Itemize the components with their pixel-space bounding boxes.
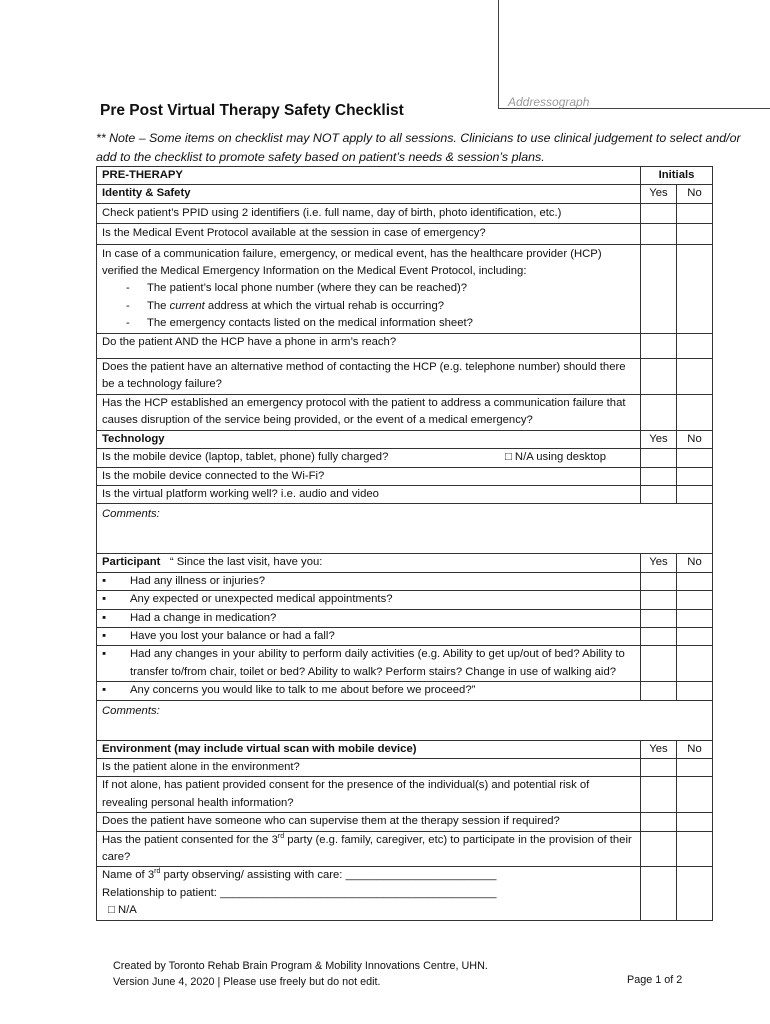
- safety-checklist-table: [96, 166, 713, 921]
- participant-q1-no-cell[interactable]: [677, 572, 713, 590]
- identity-q6-no-cell[interactable]: [677, 394, 713, 430]
- participant-q6-cell: [97, 682, 641, 700]
- table-row: [97, 224, 713, 244]
- table-row: [97, 394, 713, 430]
- participant-q5-no-cell[interactable]: [677, 646, 713, 682]
- participant-q2-yes-cell[interactable]: [641, 591, 677, 609]
- environment-q1: Is the patient alone in the environment?: [97, 758, 641, 776]
- participant-q4-no-cell[interactable]: [677, 627, 713, 645]
- checklist-note: ** Note – Some items on checklist may NOT apply to all sessions. Clinicians to use clinical judgement to select and/or add to the checklist to promote safety based on patient’s needs & session’s plans.: [96, 131, 741, 164]
- list-item-text: address at which the virtual rehab is occurring?: [204, 299, 445, 312]
- yes-header: Yes: [641, 430, 677, 448]
- initials-header: Initials: [641, 167, 713, 185]
- footer-line-2: Version June 4, 2020 | Please use freely but do not edit.: [113, 976, 381, 988]
- participant-comments[interactable]: Comments:: [97, 700, 713, 740]
- technology-q1-na-option[interactable]: □ N/A using desktop: [504, 451, 606, 464]
- participant-q3-cell: [97, 609, 641, 627]
- technology-q2-no-cell[interactable]: [677, 467, 713, 485]
- identity-q3-list: [102, 280, 636, 332]
- participant-q3-yes-cell[interactable]: [641, 609, 677, 627]
- list-item: ▪ Any expected or unexpected medical appointments?: [102, 591, 636, 608]
- footer-line-1: Created by Toronto Rehab Brain Program & Mobility Innovations Centre, UHN.: [113, 960, 488, 972]
- table-row: [97, 609, 713, 627]
- list-item: - The patient’s local phone number (where they can be reached)?: [102, 280, 636, 297]
- third-party-name-field[interactable]: [102, 867, 636, 884]
- technology-q1-cell: [97, 449, 641, 467]
- environment-q2: If not alone, has patient provided consent for the presence of the individual(s) and potential risk of revealing personal health information?: [97, 777, 641, 813]
- table-row: [97, 867, 713, 920]
- participant-q4-yes-cell[interactable]: [641, 627, 677, 645]
- participant-q1-cell: [97, 572, 641, 590]
- identity-q3-yes-cell[interactable]: [641, 244, 677, 333]
- no-header: No: [677, 554, 713, 572]
- technology-header: Technology: [97, 430, 641, 448]
- environment-q4-no-cell[interactable]: [677, 831, 713, 867]
- list-item-text: The: [147, 299, 170, 312]
- environment-q5-yes-cell[interactable]: [641, 867, 677, 920]
- technology-q3-no-cell[interactable]: [677, 485, 713, 503]
- table-row: [97, 333, 713, 358]
- identity-q1: Check patient’s PPID using 2 identifiers (i.e. full name, day of birth, photo identification, etc.): [97, 203, 641, 223]
- list-item: ▪ Any concerns you would like to talk to me about before we proceed?”: [102, 682, 636, 699]
- participant-q4-cell: [97, 627, 641, 645]
- identity-q3-no-cell[interactable]: [677, 244, 713, 333]
- participant-q2-no-cell[interactable]: [677, 591, 713, 609]
- pre-therapy-label: PRE-THERAPY: [97, 167, 641, 185]
- table-row: [97, 467, 713, 485]
- table-row: [97, 203, 713, 223]
- table-row: [97, 777, 713, 813]
- third-party-name-label: Name of 3: [102, 869, 155, 882]
- environment-q5-no-cell[interactable]: [677, 867, 713, 920]
- environment-header-row: [97, 740, 713, 758]
- environment-q4: [97, 831, 641, 867]
- technology-q2: Is the mobile device connected to the Wi-Fi?: [97, 467, 641, 485]
- identity-q4: Do the patient AND the HCP have a phone in arm’s reach?: [97, 333, 641, 358]
- environment-q4-yes-cell[interactable]: [641, 831, 677, 867]
- no-header: No: [677, 185, 713, 203]
- environment-header: Environment (may include virtual scan with mobile device): [97, 740, 641, 758]
- list-item: ▪ Had any illness or injuries?: [102, 573, 636, 590]
- technology-q1-yes-cell[interactable]: [641, 449, 677, 467]
- page-title: Pre Post Virtual Therapy Safety Checklist: [100, 102, 404, 119]
- list-item: ▪ Had any changes in your ability to perform daily activities (e.g. Ability to get up/out of bed? Ability to transfer to/from chair, toilet or bed? Ability to walk? Perform stairs? Change in use of walking aid?: [102, 646, 636, 681]
- table-row: [97, 682, 713, 700]
- identity-q4-no-cell[interactable]: [677, 333, 713, 358]
- identity-q3-cell: [97, 244, 641, 333]
- participant-q5-cell: [97, 646, 641, 682]
- table-row: [97, 758, 713, 776]
- identity-q2: Is the Medical Event Protocol available at the session in case of emergency?: [97, 224, 641, 244]
- identity-q5-no-cell[interactable]: [677, 359, 713, 395]
- identity-q3-intro: In case of a communication failure, emergency, or medical event, has the healthcare provider (HCP) verified the Medical Emergency Information on the Medical Event Protocol, including:: [102, 247, 602, 278]
- table-row: [97, 831, 713, 867]
- no-header: No: [677, 430, 713, 448]
- environment-q3: Does the patient have someone who can supervise them at the therapy session if required?: [97, 813, 641, 831]
- list-item: ▪ Have you lost your balance or had a fall?: [102, 628, 636, 645]
- environment-q4-text-end: party (e.g. family, caregiver, etc) to participate in the provision of their care?: [102, 833, 632, 863]
- table-row: [97, 449, 713, 467]
- third-party-name-line: party observing/ assisting with care: ________________________: [160, 869, 497, 882]
- third-party-sup: rd: [154, 868, 161, 876]
- pre-therapy-row: [97, 167, 713, 185]
- identity-q5: Does the patient have an alternative method of contacting the HCP (e.g. telephone number) should there be a technology failure?: [97, 359, 641, 395]
- identity-header-row: [97, 185, 713, 203]
- environment-q4-text: Has the patient consented for the 3: [102, 833, 278, 846]
- technology-q1: Is the mobile device (laptop, tablet, phone) fully charged?: [102, 451, 389, 464]
- identity-q5-yes-cell[interactable]: [641, 359, 677, 395]
- identity-q1-no-cell[interactable]: [677, 203, 713, 223]
- environment-q4-sup: rd: [277, 832, 285, 840]
- environment-q3-no-cell[interactable]: [677, 813, 713, 831]
- addressograph-box: [498, 0, 770, 109]
- yes-header: Yes: [641, 185, 677, 203]
- environment-q2-yes-cell[interactable]: [641, 777, 677, 813]
- environment-q1-no-cell[interactable]: [677, 758, 713, 776]
- third-party-na-option[interactable]: □ N/A: [108, 904, 137, 917]
- participant-q3-no-cell[interactable]: [677, 609, 713, 627]
- technology-q1-no-cell[interactable]: [677, 449, 713, 467]
- participant-header-cell: [97, 554, 641, 572]
- page-number: Page 1 of 2: [627, 974, 683, 986]
- identity-q6-yes-cell[interactable]: [641, 394, 677, 430]
- footer: [113, 958, 488, 990]
- table-row: [97, 244, 713, 333]
- technology-comments[interactable]: Comments:: [97, 504, 713, 554]
- participant-q5-yes-cell[interactable]: [641, 646, 677, 682]
- list-item-emphasis: current: [169, 299, 205, 312]
- table-row: [97, 627, 713, 645]
- participant-comments-row: [97, 700, 713, 740]
- participant-header: Participant: [102, 556, 161, 569]
- table-row: [97, 646, 713, 682]
- table-row: [97, 813, 713, 831]
- participant-q1-yes-cell[interactable]: [641, 572, 677, 590]
- participant-q6-no-cell[interactable]: [677, 682, 713, 700]
- identity-q2-no-cell[interactable]: [677, 224, 713, 244]
- table-row: [97, 359, 713, 395]
- environment-q5-cell: [97, 867, 641, 920]
- technology-comments-row: [97, 504, 713, 554]
- yes-header: Yes: [641, 554, 677, 572]
- yes-header: Yes: [641, 740, 677, 758]
- environment-q1-yes-cell[interactable]: [641, 758, 677, 776]
- participant-header-quote: “ Since the last visit, have you:: [169, 556, 323, 569]
- no-header: No: [677, 740, 713, 758]
- technology-q3: Is the virtual platform working well? i.e. audio and video: [97, 485, 641, 503]
- table-row: [97, 591, 713, 609]
- environment-q3-yes-cell[interactable]: [641, 813, 677, 831]
- technology-q3-yes-cell[interactable]: [641, 485, 677, 503]
- technology-header-row: [97, 430, 713, 448]
- participant-q2-cell: [97, 591, 641, 609]
- relationship-field[interactable]: Relationship to patient: ____________________________________________: [102, 886, 497, 899]
- environment-q2-no-cell[interactable]: [677, 777, 713, 813]
- participant-q6-yes-cell[interactable]: [641, 682, 677, 700]
- list-item: - The emergency contacts listed on the medical information sheet?: [102, 315, 636, 332]
- identity-q4-yes-cell[interactable]: [641, 333, 677, 358]
- list-item: [102, 298, 636, 315]
- identity-q6: Has the HCP established an emergency protocol with the patient to address a communication failure that causes disruption of the service being provided, or the event of a medical emergency?: [97, 394, 641, 430]
- table-row: [97, 572, 713, 590]
- technology-q2-yes-cell[interactable]: [641, 467, 677, 485]
- identity-header: Identity & Safety: [97, 185, 641, 203]
- table-row: [97, 485, 713, 503]
- addressograph-label: Addressograph: [508, 95, 590, 109]
- participant-header-row: [97, 554, 713, 572]
- list-item: ▪ Had a change in medication?: [102, 610, 636, 627]
- identity-q1-yes-cell[interactable]: [641, 203, 677, 223]
- identity-q2-yes-cell[interactable]: [641, 224, 677, 244]
